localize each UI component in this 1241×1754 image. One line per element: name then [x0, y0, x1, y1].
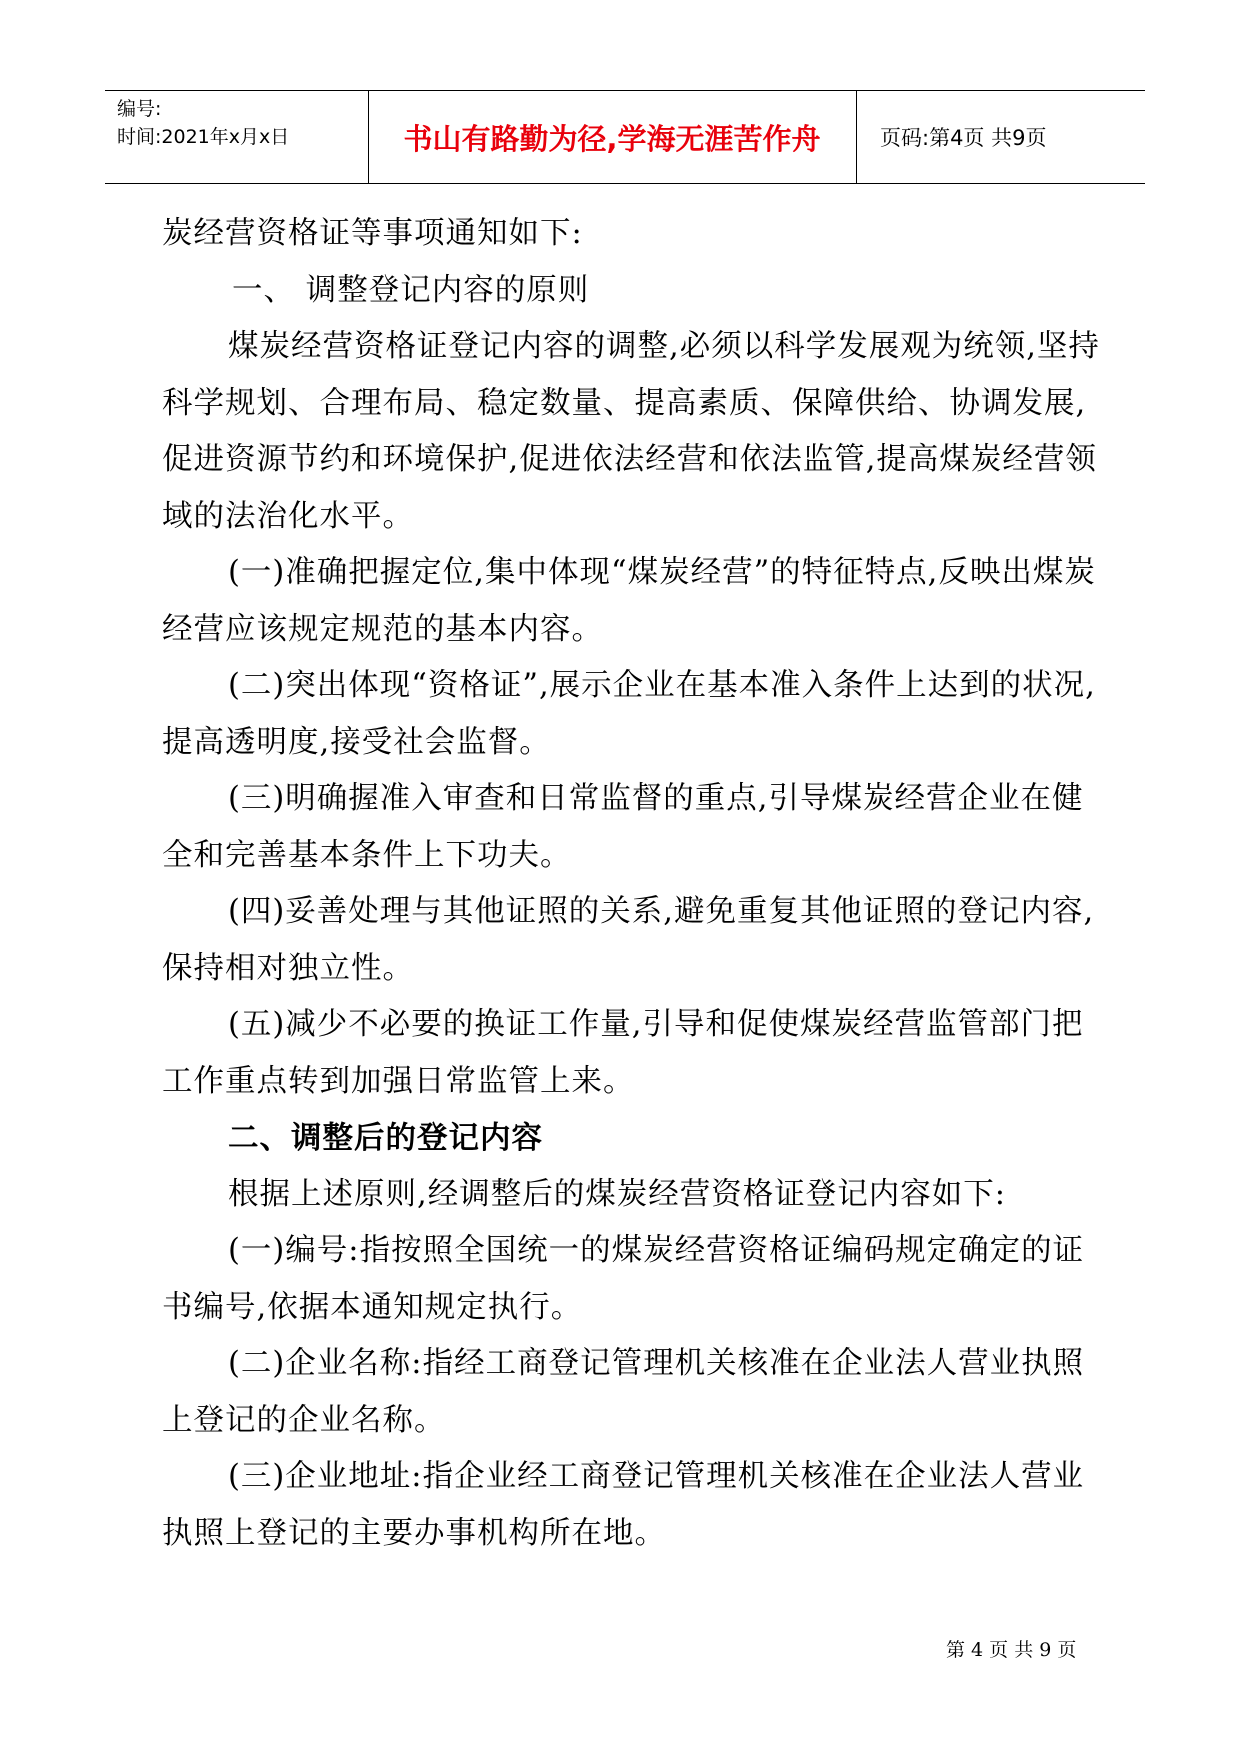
motto: 书山有路勤为径,学海无涯苦作舟 — [368, 91, 857, 183]
page-info: 页码:第4页 共9页 — [880, 126, 1047, 150]
document-body — [162, 206, 1102, 1562]
paragraph: (三)明确握准入审查和日常监督的重点,引导煤炭经营企业在健全和完善基本条件上下功夫。 — [162, 781, 1084, 873]
paragraph: (四)妥善处理与其他证照的关系,避免重复其他证照的登记内容,保持相对独立性。 — [162, 894, 1095, 986]
page-header — [105, 90, 1145, 184]
section-heading: 一、 调整登记内容的原则 — [232, 272, 590, 308]
section-heading: 二、调整后的登记内容 — [228, 1120, 543, 1156]
paragraph: (一)准确把握定位,集中体现“煤炭经营”的特征特点,反映出煤炭经营应该规定规范的基本内容。 — [162, 555, 1096, 647]
paragraph: 炭经营资格证等事项通知如下: — [162, 216, 583, 251]
paragraph: (二)企业名称:指经工商登记管理机关核准在企业法人营业执照上登记的企业名称。 — [162, 1346, 1085, 1438]
paragraph: (一)编号:指按照全国统一的煤炭经营资格证编码规定确定的证书编号,依据本通知规定执行。 — [162, 1233, 1085, 1325]
paragraph: 煤炭经营资格证登记内容的调整,必须以科学发展观为统领,坚持科学规划、合理布局、稳定数量、提高素质、保障供给、协调发展,促进资源节约和环境保护,促进依法经营和依法监管,提高煤炭经营领域的法治化水平。 — [162, 329, 1100, 534]
number-label: 编号: — [117, 98, 162, 120]
paragraph: 根据上述原则,经调整后的煤炭经营资格证登记内容如下: — [228, 1176, 1006, 1212]
paragraph: (三)企业地址:指企业经工商登记管理机关核准在企业法人营业执照上登记的主要办事机构所在地。 — [162, 1459, 1085, 1551]
paragraph: (二)突出体现“资格证”,展示企业在基本准入条件上达到的状况,提高透明度,接受社会监督。 — [162, 668, 1096, 760]
paragraph: (五)减少不必要的换证工作量,引导和促使煤炭经营监管部门把工作重点转到加强日常监管上来。 — [162, 1007, 1084, 1099]
header-left-cell — [105, 91, 369, 183]
time-label: 时间:2021年x月x日 — [117, 126, 290, 148]
page-footer: 第 4 页 共 9 页 — [946, 1639, 1077, 1661]
